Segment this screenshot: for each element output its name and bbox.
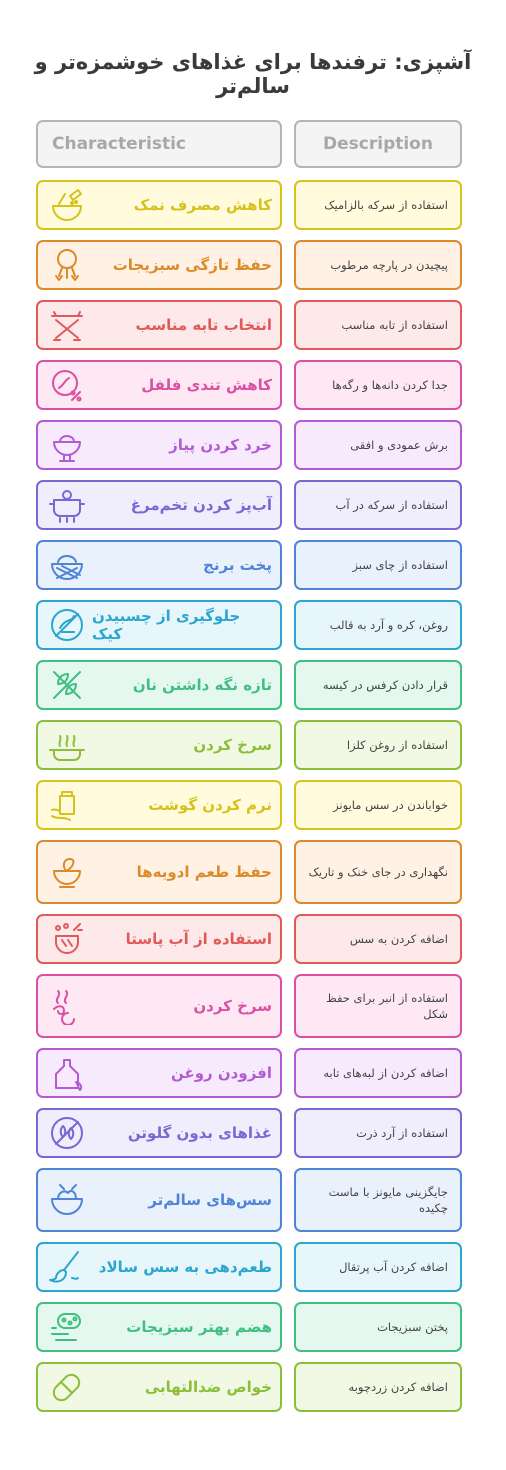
characteristic-label: خواص ضدالتهابی	[144, 1378, 272, 1396]
characteristic-label: غذاهای بدون گلوتن	[127, 1124, 272, 1142]
description-cell	[294, 1362, 462, 1412]
characteristic-label: تازه نگه داشتن نان	[132, 676, 272, 694]
description-text: استفاده از چای سبز	[352, 558, 448, 572]
description-cell	[294, 1168, 462, 1232]
characteristic-label: پخت برنج	[203, 556, 272, 574]
description-text: خواباندن در سس مایونز	[333, 798, 448, 812]
description-text: قرار دادن کرفس در کیسه	[322, 678, 448, 692]
page-title: آشپزی: ترفندها برای غذاهای خوشمزه‌تر و سالم‌تر	[34, 50, 472, 98]
digestion-icon	[48, 1308, 86, 1346]
description-cell	[294, 1302, 462, 1352]
description-cell	[294, 420, 462, 470]
characteristic-label: خرد کردن پیاز	[169, 436, 272, 454]
characteristic-cell	[36, 840, 282, 904]
description-cell	[294, 1108, 462, 1158]
characteristic-label: آب‌پز کردن تخم‌مرغ	[130, 496, 272, 514]
description-cell	[294, 600, 462, 650]
mayo-jar-icon	[48, 786, 86, 824]
characteristic-cell	[36, 300, 282, 350]
salt-bowl-icon	[48, 186, 86, 224]
description-text: روغن، کره و آرد به قالب	[329, 618, 448, 632]
description-cell	[294, 300, 462, 350]
description-header: Description	[294, 120, 462, 168]
description-cell	[294, 660, 462, 710]
description-text: استفاده از سرکه در آب	[335, 498, 448, 512]
characteristic-cell	[36, 1168, 282, 1232]
characteristic-cell	[36, 540, 282, 590]
characteristic-cell	[36, 240, 282, 290]
characteristic-cell	[36, 480, 282, 530]
characteristic-cell	[36, 600, 282, 650]
characteristic-cell	[36, 1302, 282, 1352]
oil-bottle-icon	[48, 1054, 86, 1092]
description-text: اضافه کردن زردچوبه	[348, 1380, 448, 1394]
ironing-pan-icon	[48, 306, 86, 344]
characteristic-label: حفظ طعم ادویه‌ها	[136, 863, 272, 881]
description-text: اضافه کردن آب پرتقال	[339, 1260, 448, 1274]
characteristic-label: طعم‌دهی به سس سالاد	[98, 1258, 272, 1276]
description-cell	[294, 914, 462, 964]
description-text: پیچیدن در پارچه مرطوب	[330, 258, 448, 272]
characteristic-label: هضم بهتر سبزیجات	[126, 1318, 272, 1336]
description-cell	[294, 1242, 462, 1292]
no-wheat-icon	[48, 666, 86, 704]
description-text: اضافه کردن به سس	[349, 932, 448, 946]
mortar-icon	[48, 853, 86, 891]
vegetable-freshness-icon	[48, 246, 86, 284]
no-stick-icon	[48, 606, 86, 644]
characteristic-label: حفظ تازگی سبزیجات	[112, 256, 272, 274]
description-cell	[294, 240, 462, 290]
description-text: نگهداری در جای خنک و تاریک	[308, 865, 448, 879]
gluten-free-icon	[48, 1114, 86, 1152]
characteristic-cell	[36, 180, 282, 230]
description-text: جایگزینی مایونز با ماست چکیده	[328, 1185, 448, 1215]
rice-strainer-icon	[48, 546, 86, 584]
characteristic-cell	[36, 1108, 282, 1158]
steam-icon	[48, 987, 86, 1025]
characteristic-label: سس‌های سالم‌تر	[148, 1191, 272, 1209]
pasta-strainer-icon	[48, 920, 86, 958]
characteristic-cell	[36, 974, 282, 1038]
description-cell	[294, 540, 462, 590]
onion-bowl-icon	[48, 426, 86, 464]
description-cell	[294, 360, 462, 410]
description-cell	[294, 720, 462, 770]
brush-icon	[48, 1248, 86, 1286]
description-text: پختن سبزیجات	[377, 1320, 448, 1334]
salad-bowl-icon	[48, 1181, 86, 1219]
description-cell	[294, 180, 462, 230]
description-cell	[294, 974, 462, 1038]
description-cell	[294, 840, 462, 904]
description-text: جدا کردن دانه‌ها و رگه‌ها	[332, 378, 448, 392]
frying-pot-icon	[48, 726, 86, 764]
description-text: استفاده از انبر برای حفظ شکل	[326, 991, 448, 1021]
characteristic-label: سرخ کردن	[193, 997, 272, 1015]
characteristic-cell	[36, 1242, 282, 1292]
characteristic-label: کاهش مصرف نمک	[133, 196, 272, 214]
boiling-pot-icon	[48, 486, 86, 524]
description-text: استفاده از روغن کلزا	[346, 738, 448, 752]
description-text: استفاده از سرکه بالزامیک	[324, 198, 448, 212]
characteristic-cell	[36, 1048, 282, 1098]
description-text: اضافه کردن از لبه‌های تابه	[323, 1066, 448, 1080]
description-text: برش عمودی و افقی	[350, 438, 448, 452]
characteristic-label: نرم کردن گوشت	[148, 796, 272, 814]
characteristic-cell	[36, 914, 282, 964]
characteristic-label: انتخاب تابه مناسب	[135, 316, 272, 334]
characteristic-label: افزودن روغن	[170, 1064, 272, 1082]
characteristic-cell	[36, 780, 282, 830]
description-text: استفاده از تابه مناسب	[341, 318, 448, 332]
description-cell	[294, 480, 462, 530]
description-cell	[294, 1048, 462, 1098]
characteristic-label: جلوگیری از چسبیدن کیک	[92, 607, 241, 643]
characteristic-label: استفاده از آب پاستا	[125, 930, 272, 948]
characteristic-label: کاهش تندی فلفل	[141, 376, 272, 394]
characteristic-cell	[36, 420, 282, 470]
characteristic-header: Characteristic	[36, 120, 282, 168]
characteristic-cell	[36, 1362, 282, 1412]
pepper-percent-icon	[48, 366, 86, 404]
characteristic-cell	[36, 360, 282, 410]
description-cell	[294, 780, 462, 830]
pill-icon	[48, 1368, 86, 1406]
characteristic-label: سرخ کردن	[193, 736, 272, 754]
characteristic-cell	[36, 660, 282, 710]
characteristic-cell	[36, 720, 282, 770]
description-text: استفاده از آرد ذرت	[356, 1126, 448, 1140]
